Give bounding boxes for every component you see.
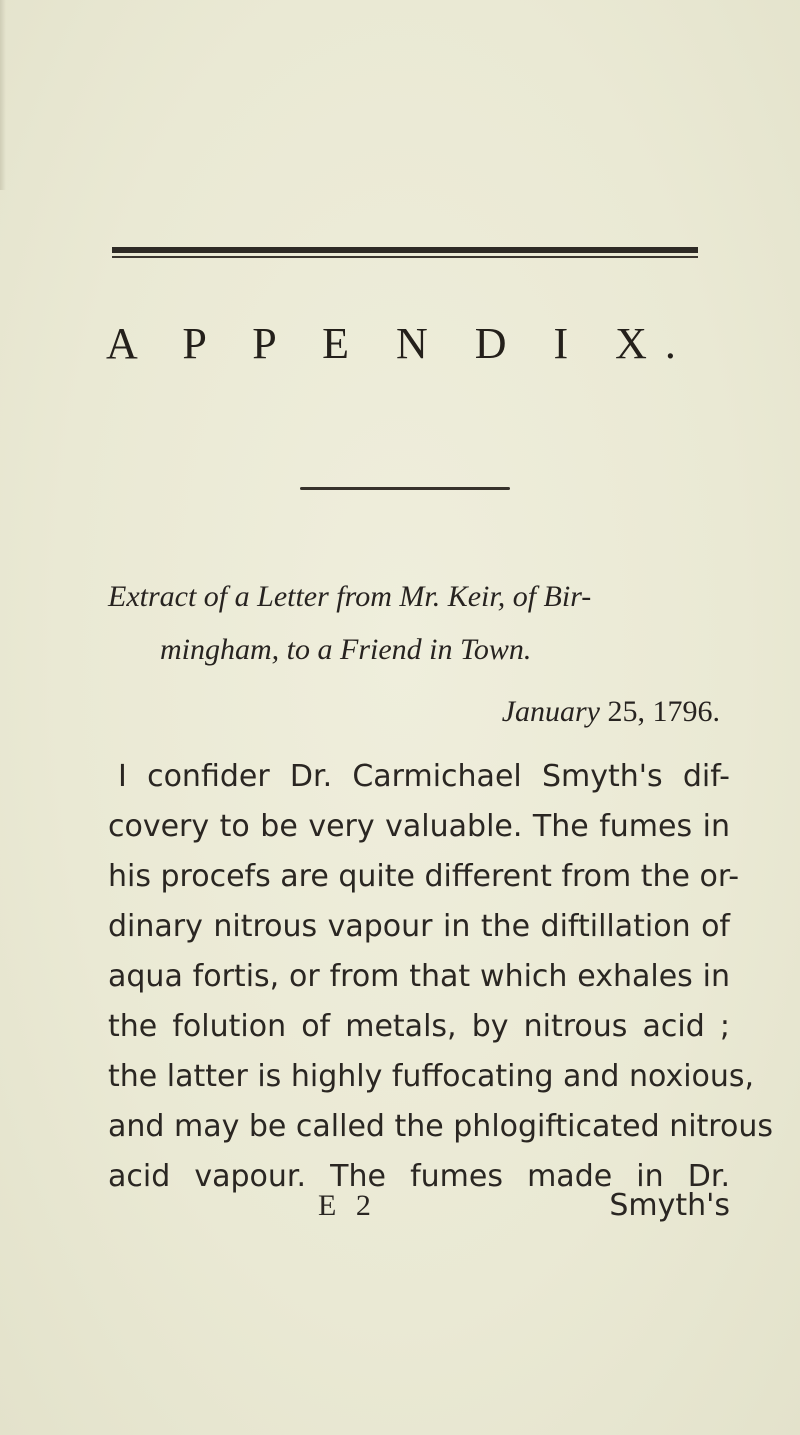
- body-line: covery to be very valuable. The fumes in: [108, 809, 730, 844]
- letter-title-line-1: Extract of a Letter from Mr. Keir, of Bir-: [108, 580, 592, 613]
- letter-title-line-2: mingham, to a Friend in Town.: [160, 633, 532, 666]
- body-line: dinary nitrous vapour in the diftillation of: [108, 909, 730, 944]
- letter-date: [300, 695, 720, 729]
- date-month: January: [501, 695, 600, 728]
- body-line: his procefs are quite different from the or-: [108, 859, 740, 894]
- body-line: acid vapour. The fumes made in Dr.: [108, 1159, 730, 1194]
- body-line: aqua fortis, or from that which exhales in: [108, 959, 730, 994]
- top-rule-thin: [112, 256, 698, 258]
- signature-mark: E 2: [318, 1189, 377, 1222]
- appendix-heading: A P P E N D I X.: [106, 319, 694, 368]
- catchword: Smyth's: [609, 1188, 730, 1223]
- page-footer: [108, 1181, 730, 1231]
- date-day-year: 25, 1796.: [607, 695, 720, 728]
- top-rule: [112, 247, 698, 253]
- body-line: the latter is highly fuffocating and noxious,: [108, 1059, 755, 1094]
- body-line: the folution of metals, by nitrous acid ;: [108, 1009, 730, 1044]
- page-edge-shadow: [0, 0, 6, 190]
- letter-body: [108, 752, 773, 1202]
- ornamental-rule: [300, 487, 510, 490]
- body-line: and may be called the phlogifticated nitrous: [108, 1109, 773, 1144]
- body-line: I confider Dr. Carmichael Smyth's dif-: [118, 759, 730, 794]
